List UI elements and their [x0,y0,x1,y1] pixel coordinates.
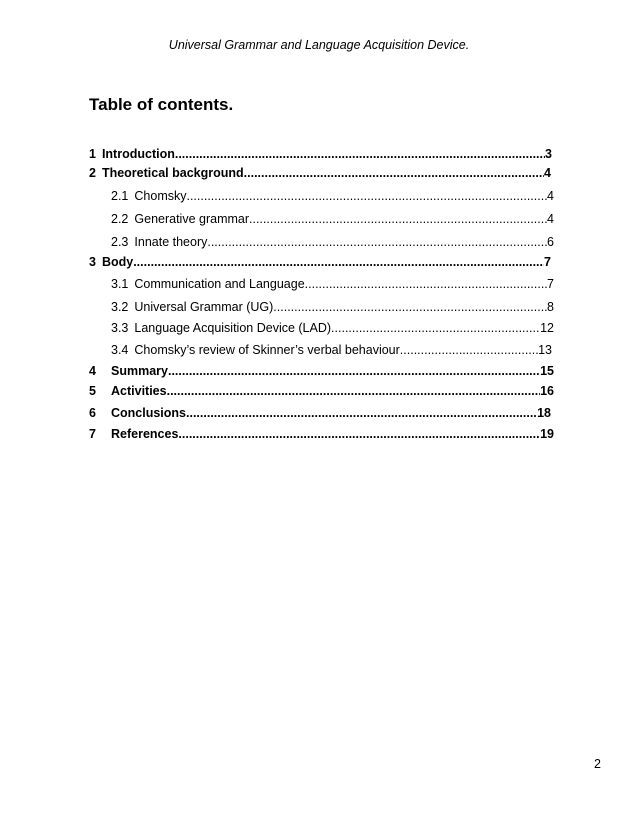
page-number: 2 [594,757,601,771]
toc-entry-page: 6 [547,235,554,249]
toc-entry-page: 18 [537,406,551,420]
toc-entry-label: Chomsky’s review of Skinner’s verbal behaviour [134,343,400,357]
toc-entry-body[interactable] [89,254,551,270]
toc-leader-dots [186,188,547,204]
toc-entry-chomsky[interactable] [111,188,554,204]
toc-entry-page: 4 [547,189,554,203]
toc-entry-label: Communication and Language [134,277,305,291]
toc-entry-page: 3 [545,147,552,161]
toc-entry-introduction[interactable] [89,146,552,162]
toc-entry-number: 2 [89,166,96,180]
toc-entry-page: 13 [538,343,552,357]
toc-entry-activities[interactable] [89,383,554,399]
toc-leader-dots [167,383,541,399]
toc-leader-dots [244,165,544,181]
toc-entry-label: Innate theory [134,235,208,249]
toc-entry-communication-and-language[interactable] [111,276,554,292]
toc-entry-number: 5 [89,384,96,398]
running-header: Universal Grammar and Language Acquisition Device. [168,38,470,52]
toc-entry-page: 7 [544,255,551,269]
toc-entry-number: 4 [89,364,96,378]
toc-leader-dots [400,342,538,358]
toc-entry-page: 12 [540,321,554,335]
toc-entry-chomsky-review[interactable] [111,342,552,358]
toc-entry-number: 3.2 [111,300,129,314]
toc-leader-dots [305,276,547,292]
toc-entry-number: 3 [89,255,96,269]
toc-title: Table of contents. [89,95,234,114]
toc-entry-theoretical-background[interactable] [89,165,551,181]
toc-leader-dots [186,405,537,421]
toc-entry-label: References [111,427,179,441]
toc-entry-number: 3.4 [111,343,129,357]
toc-entry-number: 3.3 [111,321,129,335]
toc-leader-dots [175,146,545,162]
toc-entry-language-acquisition-device[interactable] [111,320,554,336]
toc-entry-number: 6 [89,406,96,420]
toc-entry-number: 2.1 [111,189,129,203]
toc-entry-page: 4 [547,212,554,226]
toc-entry-label: Theoretical background [101,166,244,180]
toc-entry-number: 1 [89,147,96,161]
toc-leader-dots [133,254,544,270]
toc-leader-dots [273,299,547,315]
toc-leader-dots [168,363,540,379]
toc-leader-dots [331,320,540,336]
toc-entry-page: 15 [540,364,554,378]
toc-entry-generative-grammar[interactable] [111,211,554,227]
toc-entry-label: Summary [111,364,168,378]
toc-entry-references[interactable] [89,426,554,442]
toc-entry-label: Body [101,255,134,269]
toc-entry-innate-theory[interactable] [111,234,554,250]
toc-entry-conclusions[interactable] [89,405,551,421]
toc-entry-number: 2.3 [111,235,129,249]
toc-entry-label: Language Acquisition Device (LAD) [134,321,332,335]
toc-entry-summary[interactable] [89,363,554,379]
toc-leader-dots [249,211,547,227]
toc-entry-number: 2.2 [111,212,129,226]
toc-entry-page: 4 [544,166,551,180]
toc-leader-dots [178,426,540,442]
toc-entry-universal-grammar[interactable] [111,299,554,315]
toc-entry-label: Chomsky [134,189,187,203]
toc-leader-dots [207,234,547,250]
toc-entry-page: 19 [540,427,554,441]
toc-entry-label: Introduction [101,147,175,161]
toc-entry-label: Conclusions [111,406,187,420]
toc-entry-page: 16 [540,384,554,398]
toc-entry-page: 7 [547,277,554,291]
toc-entry-number: 7 [89,427,96,441]
toc-entry-page: 8 [547,300,554,314]
toc-entry-number: 3.1 [111,277,129,291]
toc-entry-label: Universal Grammar (UG) [134,300,274,314]
toc-entry-label: Activities [111,384,167,398]
toc-entry-label: Generative grammar [134,212,250,226]
